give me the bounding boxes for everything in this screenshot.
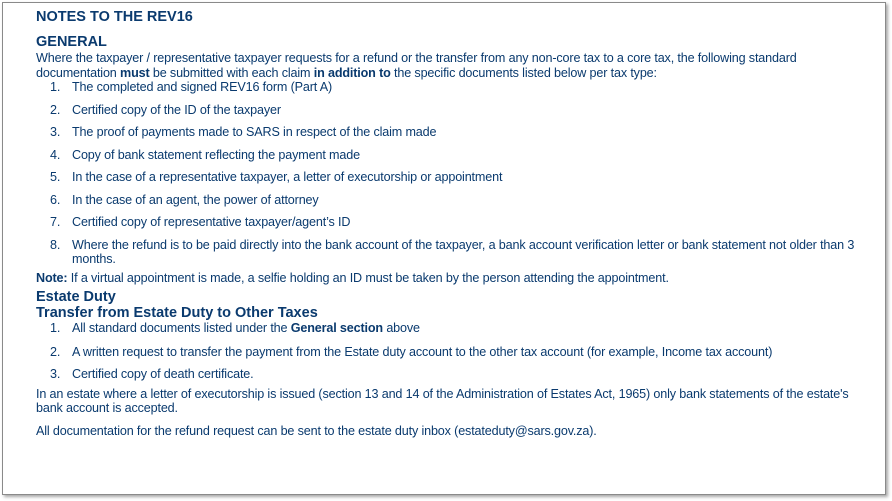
general-requirements-list [36, 80, 856, 267]
list-item-number: 7. [50, 215, 61, 229]
emphasis-in-addition-to: in addition to [313, 65, 391, 80]
list-item [36, 170, 856, 185]
document-frame [2, 2, 886, 495]
list-item [36, 125, 856, 140]
list-item-number: 6. [50, 192, 61, 207]
list-item-number: 2. [50, 344, 61, 359]
note-text: If a virtual appointment is made, a selfie holding an ID must be taken by the person attending the appointment. [67, 270, 669, 285]
list-item [36, 238, 856, 267]
list-item-text: Certified copy of death certificate. [72, 367, 254, 381]
list-item [36, 103, 856, 118]
list-item-number: 1. [50, 80, 61, 94]
list-item [36, 193, 856, 208]
list-item-number: 3. [50, 125, 61, 139]
list-item [36, 321, 856, 336]
list-item-text: All standard documents listed under the General section above [72, 321, 420, 335]
list-item-text: The proof of payments made to SARS in respect of the claim made [72, 125, 437, 139]
list-item-text: The completed and signed REV16 form (Part A) [72, 80, 333, 94]
list-item [36, 148, 856, 163]
estate-duty-heading: Estate Duty [36, 289, 116, 305]
list-item [36, 215, 856, 230]
list-item-text: Copy of bank statement reflecting the payment made [72, 147, 360, 162]
list-item-text: A written request to transfer the payment from the Estate duty account to the other tax account (for example, Income tax account) [72, 344, 773, 359]
list-item-text: In the case of a representative taxpayer, a letter of executorship or appointment [72, 170, 503, 184]
list-item-number: 2. [50, 102, 61, 117]
list-item-number: 5. [50, 170, 61, 184]
estate-requirements-list [36, 321, 856, 382]
inbox-paragraph: All documentation for the refund request can be sent to the estate duty inbox (estateduty@sars.gov.za). [36, 423, 597, 438]
list-item-text: In the case of an agent, the power of attorney [72, 192, 319, 207]
list-item [36, 80, 856, 95]
general-intro: Where the taxpayer / representative taxpayer requests for a refund or the transfer from any non-core tax to a core tax, the following standard documentation must be submitted with each claim in addition to the specific documents listed below per tax type: [36, 51, 797, 80]
executorship-paragraph: In an estate where a letter of executorship is issued (section 13 and 14 of the Administration of Estates Act, 1965) only bank statements of the estate's bank account is accepted. [36, 386, 849, 415]
transfer-subheading: Transfer from Estate Duty to Other Taxes [36, 305, 318, 321]
list-item-number: 4. [50, 147, 61, 162]
list-item-text: Certified copy of representative taxpayer/agent’s ID [72, 215, 351, 229]
document-content [36, 9, 856, 438]
list-item [36, 367, 856, 382]
list-item-number: 1. [50, 321, 61, 335]
virtual-appointment-note [36, 271, 856, 286]
document-title: NOTES TO THE REV16 [36, 9, 193, 25]
list-item-number: 3. [50, 367, 61, 381]
emphasis-general-section: General section [290, 321, 383, 335]
list-item-text: Where the refund is to be paid directly into the bank account of the taxpayer, a bank account verification letter or bank statement not older than 3 months. [72, 237, 855, 266]
list-item-text: Certified copy of the ID of the taxpayer [72, 102, 281, 117]
general-heading: GENERAL [36, 34, 107, 50]
note-label: Note: [36, 270, 68, 285]
list-item-number: 8. [50, 237, 61, 252]
list-item [36, 345, 856, 360]
emphasis-must: must [120, 65, 150, 80]
